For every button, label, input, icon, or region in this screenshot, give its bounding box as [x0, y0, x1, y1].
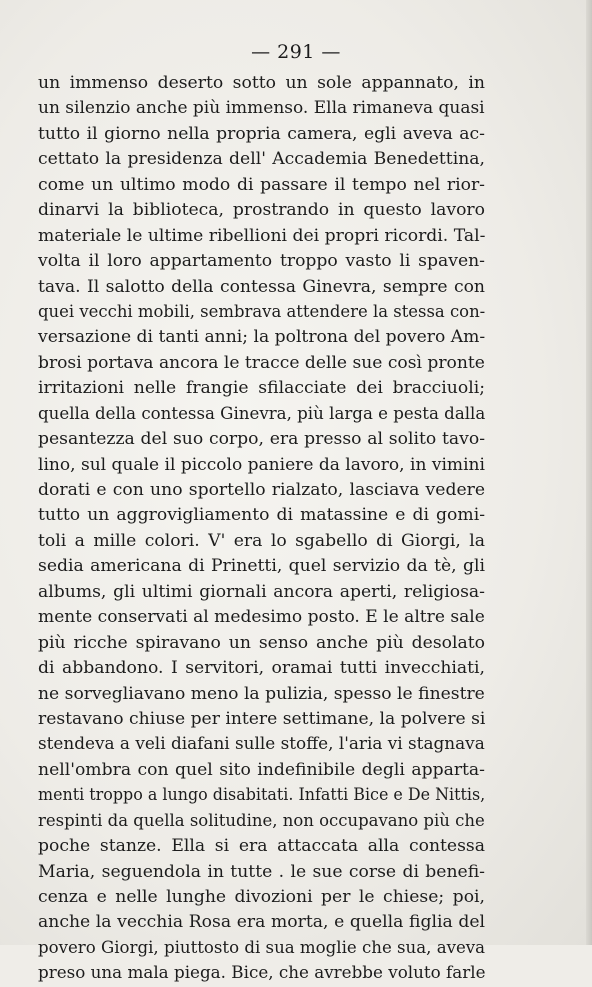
- text-line: toli a mille colori. V' era lo sgabello di Giorgi, la: [38, 530, 485, 551]
- text-line: quella della contessa Ginevra, più larga e pesta dalla: [38, 403, 486, 424]
- text-line: anche la vecchia Rosa era morta, e quella figlia del: [38, 912, 485, 933]
- text-line: dorati e con uno sportello rialzato, lasciava vedere: [38, 480, 485, 500]
- text-line: dinarvi la biblioteca, prostrando in questo lavoro: [38, 200, 485, 221]
- text-line: povero Giorgi, piuttosto di sua moglie che sua, aveva: [38, 937, 486, 958]
- page-number: — 291 —: [251, 41, 341, 63]
- text-line: più ricche spiravano un senso anche più desolato: [38, 632, 485, 653]
- text-line: tutto un aggrovigliamento di matassine e di gomi-: [38, 505, 485, 526]
- text-line: materiale le ultime ribellioni dei propri ricordi. Tal-: [38, 225, 486, 246]
- text-line: Maria, seguendola in tutte . le sue corse di benefi-: [38, 861, 485, 882]
- text-line: tutto il giorno nella propria camera, egli aveva ac-: [38, 123, 485, 144]
- text-line: irritazioni nelle frangie sfilacciate dei bracciuoli;: [38, 378, 485, 399]
- body-text: [38, 71, 485, 987]
- text-line: mente conservati al medesimo posto. E le altre sale: [38, 607, 485, 628]
- page-edge: [586, 0, 592, 945]
- text-line: preso una mala piega. Bice, che avrebbe voluto farle: [38, 963, 486, 984]
- text-line: cettato la presidenza dell' Accademia Benedettina,: [38, 149, 485, 170]
- text-line: restavano chiuse per intere settimane, la polvere si: [38, 708, 486, 729]
- text-line: un silenzio anche più immenso. Ella rimaneva quasi: [38, 98, 485, 119]
- text-line: brosi portava ancora le tracce delle sue così pronte: [38, 352, 485, 373]
- text-line: respinti da quella solitudine, non occupavano più che: [38, 810, 485, 831]
- text-line: volta il loro appartamento troppo vasto li spaven-: [38, 251, 485, 272]
- text-line: sedia americana di Prinetti, quel servizio da tè, gli: [38, 556, 485, 577]
- text-line: lino, sul quale il piccolo paniere da lavoro, in vimini: [38, 454, 485, 475]
- text-line: versazione di tanti anni; la poltrona del povero Am-: [38, 327, 486, 348]
- text-line: albums, gli ultimi giornali ancora aperti, religiosa-: [38, 581, 485, 602]
- text-line: un immenso deserto sotto un sole appannato, in: [38, 73, 485, 93]
- text-line: pesantezza del suo corpo, era presso al solito tavo-: [38, 429, 485, 450]
- text-line: menti troppo a lungo disabitati. Infatti Bice e De Nittis,: [38, 785, 486, 806]
- text-line: nell'ombra con quel sito indefinibile degli apparta-: [38, 759, 485, 780]
- text-line: di abbandono. I servitori, oramai tutti invecchiati,: [38, 658, 485, 679]
- text-line: stendeva a veli diafani sulle stoffe, l'aria vi stagnava: [38, 734, 485, 755]
- text-line: poche stanze. Ella si era attaccata alla contessa: [38, 836, 485, 857]
- text-line: come un ultimo modo di passare il tempo nel rior-: [38, 174, 485, 195]
- text-line: quei vecchi mobili, sembrava attendere la stessa con-: [38, 301, 486, 322]
- text-line: cenza e nelle lunghe divozioni per le chiese; poi,: [38, 887, 485, 907]
- text-line: tava. Il salotto della contessa Ginevra, sempre con: [38, 276, 485, 297]
- text-line: ne sorvegliavano meno la pulizia, spesso le finestre: [38, 683, 485, 704]
